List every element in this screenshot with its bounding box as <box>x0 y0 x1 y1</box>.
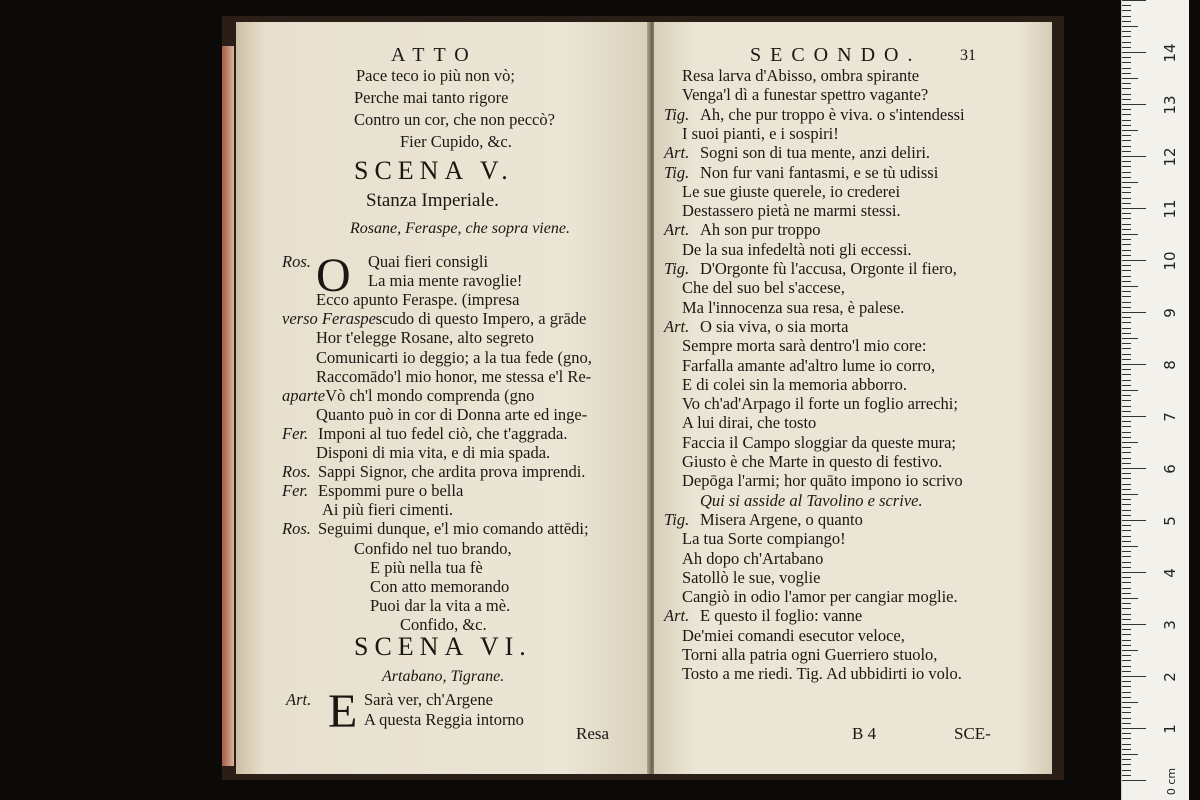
ruler-tick <box>1122 437 1131 438</box>
ruler-tick <box>1122 614 1131 615</box>
ruler-tick <box>1122 182 1138 183</box>
ruler-tick <box>1122 593 1131 594</box>
text-line: Le sue giuste querele, io crederei <box>682 181 901 201</box>
ruler-tick <box>1122 452 1131 453</box>
scene-cast: Artabano, Tigrane. <box>382 668 505 685</box>
text-line: Non fur vani fantasmi, e se tù udissi <box>700 162 939 182</box>
scene-title: SCENA V. <box>354 156 514 185</box>
ruler-tick <box>1122 421 1131 422</box>
ruler-tick <box>1122 660 1131 661</box>
text-line: Ai più fieri cimenti. <box>322 500 454 520</box>
ruler-tick <box>1122 468 1146 469</box>
text-line: Sarà ver, ch'Argene <box>364 690 493 709</box>
ruler-tick <box>1122 286 1138 287</box>
ruler-tick <box>1122 598 1138 599</box>
ruler-number: 12 <box>1161 147 1179 167</box>
ruler-tick <box>1122 577 1131 578</box>
ruler-tick <box>1122 68 1131 69</box>
ruler-tick <box>1122 21 1131 22</box>
ruler-number: 13 <box>1161 95 1179 115</box>
ruler-tick <box>1122 749 1131 750</box>
ruler-tick <box>1122 634 1131 635</box>
ruler-number: 4 <box>1161 568 1179 578</box>
text-line: Sappi Signor, che ardita prova imprendi. <box>318 462 586 482</box>
ruler-tick <box>1122 47 1131 48</box>
ruler-tick <box>1122 603 1131 604</box>
ruler-tick <box>1122 546 1138 547</box>
text-line: Ecco apunto Feraspe. (impresa <box>316 290 520 310</box>
ruler-number: 3 <box>1161 620 1179 630</box>
ruler-tick <box>1122 770 1131 771</box>
text-line: Quanto può in cor di Donna arte ed inge- <box>316 404 588 424</box>
ruler-tick <box>1122 442 1138 443</box>
ruler-tick <box>1122 146 1131 147</box>
ruler-tick <box>1122 52 1146 53</box>
ruler-tick <box>1122 432 1131 433</box>
ruler-tick <box>1122 130 1138 131</box>
text-line: De la sua infedeltà noti gli eccessi. <box>682 239 912 259</box>
ruler-tick <box>1122 348 1131 349</box>
ruler-tick <box>1122 16 1131 17</box>
ruler-tick <box>1122 681 1131 682</box>
text-line: Satollò le sue, voglie <box>682 567 821 587</box>
ruler-tick <box>1122 489 1131 490</box>
ruler-tick <box>1122 192 1131 193</box>
ruler-tick <box>1122 556 1131 557</box>
text-line: Espommi pure o bella <box>318 481 464 501</box>
ruler-tick <box>1122 775 1131 776</box>
text-line: Farfalla amante ad'altro lume io corro, <box>682 355 936 375</box>
ruler-tick <box>1122 224 1131 225</box>
text-line: Che del suo bel s'accese, <box>682 278 845 298</box>
ruler-tick <box>1122 374 1131 375</box>
ruler-tick <box>1122 250 1131 251</box>
text-line: Faccia il Campo sloggiar da queste mura; <box>682 432 957 452</box>
ruler-tick <box>1122 385 1131 386</box>
text-line: E questo il foglio: vanne <box>700 606 863 626</box>
ruler-tick <box>1122 619 1131 620</box>
ruler-number: 14 <box>1161 43 1179 63</box>
ruler-number: 1 <box>1161 724 1179 734</box>
ruler-tick <box>1122 572 1146 573</box>
ruler-tick <box>1122 588 1131 589</box>
speaker: Fer. <box>282 423 309 443</box>
ruler-tick <box>1122 702 1138 703</box>
ruler-tick <box>1122 447 1131 448</box>
ruler-tick <box>1122 624 1146 625</box>
ruler-tick <box>1122 255 1131 256</box>
ruler-tick <box>1122 99 1131 100</box>
text-line: Pace teco io più non vò; <box>356 66 516 85</box>
ruler-tick <box>1122 120 1131 121</box>
ruler-tick <box>1122 426 1131 427</box>
ruler-number: 7 <box>1161 412 1179 422</box>
speaker: Tig. <box>664 162 690 182</box>
text-line: D'Orgonte fù l'accusa, Orgonte il fiero, <box>700 259 957 278</box>
text-line: Con atto memorando <box>370 576 510 596</box>
ruler-tick <box>1122 640 1131 641</box>
text-line: Destassero pietà ne marmi stessi. <box>682 201 901 221</box>
speaker: Tig. <box>664 104 690 124</box>
text-line: Comunicarti io deggio; a la tua fede (gno, <box>316 347 592 367</box>
text-line: Resa larva d'Abisso, ombra spirante <box>682 66 920 85</box>
ruler-number: 9 <box>1161 308 1179 318</box>
ruler-tick <box>1122 733 1131 734</box>
ruler-tick <box>1122 645 1131 646</box>
ruler-tick <box>1122 88 1131 89</box>
ruler-tick <box>1122 156 1146 157</box>
ruler-tick <box>1122 78 1138 79</box>
ruler-tick <box>1122 686 1131 687</box>
scale-ruler <box>1121 0 1189 800</box>
speaker: Art. <box>664 316 690 336</box>
ruler-tick <box>1122 369 1131 370</box>
ruler-tick <box>1122 42 1131 43</box>
speaker: Tig. <box>664 259 690 278</box>
ruler-tick <box>1122 395 1131 396</box>
text-line: La mia mente ravoglie! <box>368 271 523 291</box>
ruler-tick <box>1122 400 1131 401</box>
text-line: Depōga l'armi; hor quāto impono io scrivo <box>682 471 963 491</box>
ruler-tick <box>1122 140 1131 141</box>
ruler-tick <box>1122 718 1131 719</box>
ruler-tick <box>1122 187 1131 188</box>
ruler-tick <box>1122 172 1131 173</box>
ruler-tick <box>1122 198 1131 199</box>
ruler-number: 8 <box>1161 360 1179 370</box>
ruler-tick <box>1122 707 1131 708</box>
speaker: Fer. <box>282 481 309 501</box>
ruler-tick <box>1122 541 1131 542</box>
ruler-tick <box>1122 307 1131 308</box>
ruler-tick <box>1122 213 1131 214</box>
speaker: Art. <box>664 220 690 240</box>
text-line: Fier Cupido, &c. <box>400 132 512 151</box>
running-header-right: SECONDO. <box>750 44 922 66</box>
ruler-tick <box>1122 0 1146 1</box>
ruler-tick <box>1122 73 1131 74</box>
text-line: De'miei comandi esecutor veloce, <box>682 625 905 645</box>
ruler-tick <box>1122 380 1131 381</box>
ruler-tick <box>1122 515 1131 516</box>
ruler-tick <box>1122 723 1131 724</box>
ruler-tick <box>1122 463 1131 464</box>
text-line: O sia viva, o sia morta <box>700 316 849 336</box>
ruler-tick <box>1122 281 1131 282</box>
text-line: scudo di questo Impero, a grāde <box>375 309 587 329</box>
ruler-tick <box>1122 692 1131 693</box>
ruler-tick <box>1122 296 1131 297</box>
text-line: E più nella tua fè <box>370 557 483 577</box>
text-line: I suoi pianti, e i sospiri! <box>682 123 839 143</box>
ruler-tick <box>1122 411 1131 412</box>
ruler-number: 5 <box>1161 516 1179 526</box>
ruler-tick <box>1122 317 1131 318</box>
text-line: Vò ch'l mondo comprenda (gno <box>325 385 535 405</box>
ruler-tick <box>1122 650 1138 651</box>
ruler-tick <box>1122 343 1131 344</box>
ruler-tick <box>1122 406 1131 407</box>
ruler-tick <box>1122 764 1131 765</box>
ruler-unit: 0 cm <box>1165 767 1179 796</box>
text-line: Confido, &c. <box>400 614 487 634</box>
running-header-left: ATTO <box>391 44 478 66</box>
ruler-tick <box>1122 712 1131 713</box>
text-line: Hor t'elegge Rosane, alto segreto <box>316 328 534 348</box>
ruler-tick <box>1122 177 1131 178</box>
stage-direction: Qui si asside al Tavolino e scrive. <box>700 490 923 510</box>
ruler-tick <box>1122 161 1131 162</box>
ruler-tick <box>1122 525 1131 526</box>
text-line: Tosto a me riedi. Tig. Ad ubbidirti io volo. <box>682 664 962 684</box>
ruler-tick <box>1122 671 1131 672</box>
text-line: Ah son pur troppo <box>700 220 821 240</box>
ruler-tick <box>1122 759 1131 760</box>
scene-title: SCENA VI. <box>354 632 532 661</box>
text-line: Perche mai tanto rigore <box>354 88 509 107</box>
text-line: Imponi al tuo fedel ciò, che t'aggrada. <box>318 423 568 443</box>
text-line: Contro un cor, che non peccò? <box>354 110 555 129</box>
text-line: A lui dirai, che tosto <box>682 413 817 433</box>
ruler-tick <box>1122 218 1131 219</box>
ruler-tick <box>1122 10 1131 11</box>
ruler-tick <box>1122 458 1131 459</box>
speaker: Ros. <box>282 252 311 271</box>
ruler-tick <box>1122 494 1138 495</box>
text-line: Giusto è che Marte in questo di festivo. <box>682 452 943 471</box>
ruler-tick <box>1122 5 1131 6</box>
ruler-tick <box>1122 478 1131 479</box>
ruler-tick <box>1122 109 1131 110</box>
drop-capital: O <box>316 249 351 302</box>
text-line: E di colei sin la memoria abborro. <box>682 374 907 394</box>
ruler-tick <box>1122 562 1131 563</box>
text-line: Quai fieri consigli <box>368 252 489 271</box>
text-line: Ah dopo ch'Artabano <box>682 548 824 568</box>
ruler-tick <box>1122 666 1131 667</box>
ruler-tick <box>1122 276 1131 277</box>
ruler-tick <box>1122 359 1131 360</box>
ruler-number: 2 <box>1161 672 1179 682</box>
ruler-tick <box>1122 31 1131 32</box>
ruler-tick <box>1122 265 1131 266</box>
ruler-tick <box>1122 728 1146 729</box>
ruler-tick <box>1122 57 1131 58</box>
ruler-tick <box>1122 229 1131 230</box>
ruler-tick <box>1122 26 1138 27</box>
ruler-tick <box>1122 551 1131 552</box>
speaker: Tig. <box>664 509 690 529</box>
speaker: Art. <box>664 606 690 626</box>
open-book <box>222 16 1064 780</box>
ruler-tick <box>1122 151 1131 152</box>
text-line: A questa Reggia intorno <box>364 710 524 729</box>
text-line: Confido nel tuo brando, <box>354 538 512 558</box>
ruler-tick <box>1122 499 1131 500</box>
text-line: Raccomādo'l mio honor, me stessa e'l Re- <box>316 366 592 386</box>
speaker: Ros. <box>282 519 311 539</box>
ruler-tick <box>1122 780 1146 781</box>
speaker: aparte <box>282 385 326 405</box>
speaker: Art. <box>286 690 312 709</box>
ruler-tick <box>1122 244 1131 245</box>
ruler-tick <box>1122 754 1138 755</box>
ruler-tick <box>1122 302 1131 303</box>
ruler-tick <box>1122 567 1131 568</box>
ruler-tick <box>1122 582 1131 583</box>
speaker: verso Feraspe <box>282 309 376 329</box>
ruler-tick <box>1122 166 1131 167</box>
text-line: Ma l'innocenza sua resa, è palese. <box>682 297 905 317</box>
ruler-tick <box>1122 676 1146 677</box>
text-line: Cangiò in odio l'amor per cangiar moglie. <box>682 587 958 607</box>
ruler-tick <box>1122 291 1131 292</box>
ruler-tick <box>1122 234 1138 235</box>
text-line: La tua Sorte compiango! <box>682 529 846 549</box>
ruler-tick <box>1122 629 1131 630</box>
ruler-tick <box>1122 322 1131 323</box>
ruler-tick <box>1122 260 1146 261</box>
ruler-tick <box>1122 473 1131 474</box>
scene-cast: Rosane, Feraspe, che sopra viene. <box>350 220 570 237</box>
catchword: SCE- <box>954 724 991 743</box>
text-line: Ah, che pur troppo è viva. o s'intendessi <box>700 104 965 124</box>
ruler-tick <box>1122 203 1131 204</box>
ruler-tick <box>1122 104 1146 105</box>
drop-capital: E <box>328 685 358 738</box>
ruler-tick <box>1122 504 1131 505</box>
ruler-number: 10 <box>1161 251 1179 271</box>
text-line: Puoi dar la vita a mè. <box>370 595 511 615</box>
ruler-tick <box>1122 510 1131 511</box>
ruler-tick <box>1122 36 1131 37</box>
speaker: Ros. <box>282 462 311 482</box>
ruler-tick <box>1122 312 1146 313</box>
ruler-tick <box>1122 135 1131 136</box>
right-page <box>654 22 1052 774</box>
text-line: Misera Argene, o quanto <box>700 509 863 529</box>
ruler-tick <box>1122 239 1131 240</box>
ruler-tick <box>1122 520 1146 521</box>
page-edge <box>222 46 234 766</box>
text-line: Vo ch'ad'Arpago il forte un foglio arrechi; <box>682 394 958 414</box>
ruler-tick <box>1122 338 1138 339</box>
ruler-tick <box>1122 530 1131 531</box>
ruler-number: 11 <box>1161 199 1179 219</box>
ruler-tick <box>1122 364 1146 365</box>
text-line: Seguimi dunque, e'l mio comando attēdi; <box>318 519 589 539</box>
ruler-tick <box>1122 270 1131 271</box>
ruler-tick <box>1122 94 1131 95</box>
text-line: Disponi di mia vita, e di mia spada. <box>316 443 551 462</box>
ruler-tick <box>1122 114 1131 115</box>
ruler-tick <box>1122 83 1131 84</box>
ruler-tick <box>1122 125 1131 126</box>
catchword: Resa <box>576 724 610 743</box>
ruler-tick <box>1122 608 1131 609</box>
text-line: Torni alla patria ogni Guerriero stuolo, <box>682 645 938 664</box>
ruler-tick <box>1122 416 1146 417</box>
text-line: Sempre morta sarà dentro'l mio core: <box>682 336 927 356</box>
text-line: Venga'l dì a funestar spettro vagante? <box>682 85 929 105</box>
ruler-tick <box>1122 697 1131 698</box>
ruler-tick <box>1122 738 1131 739</box>
ruler-tick <box>1122 655 1131 656</box>
scene-setting: Stanza Imperiale. <box>366 190 499 211</box>
ruler-tick <box>1122 484 1131 485</box>
signature-mark: B 4 <box>852 724 877 743</box>
ruler-tick <box>1122 328 1131 329</box>
ruler-tick <box>1122 208 1146 209</box>
speaker: Art. <box>664 143 690 163</box>
page-number: 31 <box>960 47 976 64</box>
ruler-tick <box>1122 333 1131 334</box>
ruler-tick <box>1122 390 1138 391</box>
text-line: Sogni son di tua mente, anzi deliri. <box>700 143 931 163</box>
ruler-tick <box>1122 744 1131 745</box>
ruler-number: 6 <box>1161 464 1179 474</box>
ruler-tick <box>1122 62 1131 63</box>
left-page <box>236 22 650 774</box>
ruler-tick <box>1122 536 1131 537</box>
ruler-tick <box>1122 354 1131 355</box>
